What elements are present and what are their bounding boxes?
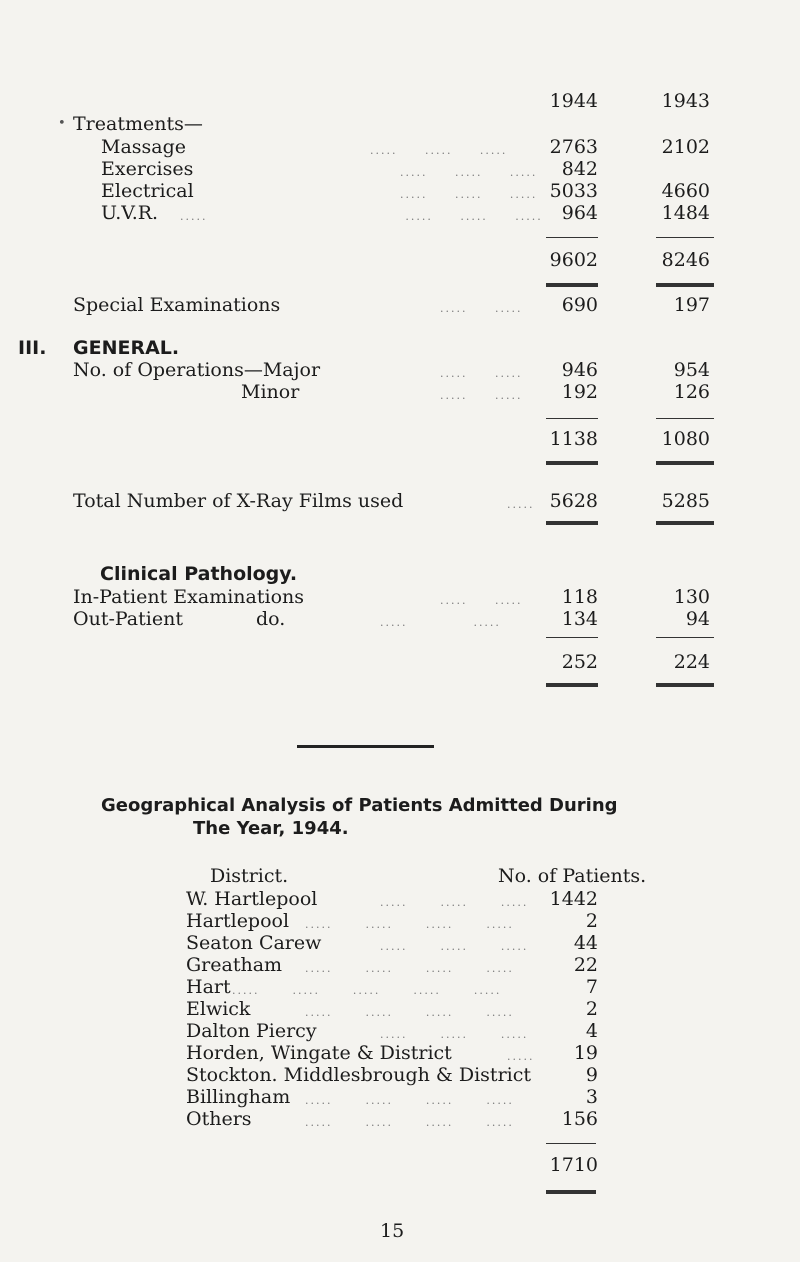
district-count: 3 (585, 1086, 598, 1108)
double-rule (546, 283, 598, 287)
special-examinations-label: Special Examinations (73, 294, 281, 316)
sum-rule (546, 418, 598, 419)
sum-rule (546, 237, 598, 238)
leader-dots: ..... (507, 498, 535, 511)
inpatient-1944: 118 (561, 586, 598, 608)
district-name: Stockton. Middlesbrough & District (186, 1064, 532, 1086)
operations-minor-1943: 126 (673, 381, 710, 403)
leader-dots: ..... ..... ..... (370, 144, 508, 157)
district-count: 19 (573, 1042, 598, 1064)
row-label-uvr: U.V.R. (101, 202, 159, 224)
double-rule (656, 521, 714, 525)
leader-dots: ..... ..... ..... (380, 940, 529, 953)
double-rule (546, 1190, 596, 1194)
special-1943: 197 (673, 294, 710, 316)
treatments-total-1944: 9602 (549, 249, 598, 271)
row-label-exercises: Exercises (101, 158, 194, 180)
sum-rule (546, 1143, 596, 1144)
district-name: Horden, Wingate & District (186, 1042, 452, 1064)
massage-1944: 2763 (549, 136, 598, 158)
inpatient-1943: 130 (673, 586, 710, 608)
electrical-1944: 5033 (549, 180, 598, 202)
double-rule (546, 461, 598, 465)
operations-major-1944: 946 (561, 359, 598, 381)
leader-dots: ..... ..... ..... ..... (305, 1094, 514, 1107)
leader-dots: ..... ..... (440, 389, 523, 402)
outpatient-ditto: do. (256, 608, 286, 630)
leader-dots: ..... ..... ..... (400, 166, 538, 179)
double-rule (656, 283, 714, 287)
outpatient-1944: 134 (561, 608, 598, 630)
clinical-pathology-heading: Clinical Pathology. (100, 563, 298, 585)
leader-dots: ..... ..... ..... ..... (305, 918, 514, 931)
electrical-1943: 4660 (661, 180, 710, 202)
sum-rule (656, 637, 714, 638)
row-label-electrical: Electrical (101, 180, 194, 202)
section-numeral: III. (18, 337, 47, 359)
operations-total-1943: 1080 (661, 428, 710, 450)
leader-dots: ..... ..... ..... ..... (305, 962, 514, 975)
operations-major-label: No. of Operations—Major (73, 359, 321, 381)
bullet-mark: • (58, 116, 66, 131)
district-name: Billingham (186, 1086, 291, 1108)
district-count: 156 (561, 1108, 598, 1130)
district-name: Others (186, 1108, 252, 1130)
sum-rule (546, 637, 598, 638)
year-1944-header: 1944 (549, 90, 598, 112)
special-1944: 690 (561, 294, 598, 316)
operations-total-1944: 1138 (549, 428, 598, 450)
sum-rule (656, 237, 714, 238)
general-heading: GENERAL. (73, 337, 180, 359)
district-count: 2 (585, 998, 598, 1020)
district-name: Seaton Carew (186, 932, 322, 954)
district-name: Elwick (186, 998, 251, 1020)
geo-total: 1710 (549, 1154, 598, 1176)
district-count: 4 (585, 1020, 598, 1042)
massage-1943: 2102 (661, 136, 710, 158)
geo-title-line2: The Year, 1944. (193, 818, 349, 839)
leader-dots: ..... (507, 1050, 535, 1063)
uvr-1944: 964 (561, 202, 598, 224)
district-name: Hart (186, 976, 231, 998)
inpatient-label: In-Patient Examinations (73, 586, 304, 608)
leader-dots: ..... ..... ..... (380, 896, 529, 909)
double-rule (546, 521, 598, 525)
operations-minor-1944: 192 (561, 381, 598, 403)
leader-dots: ..... ..... ..... ..... ..... (232, 984, 502, 997)
col-header-count: No. of Patients. (498, 865, 647, 887)
double-rule (546, 683, 598, 687)
leader-dots: ..... ..... ..... ..... (305, 1006, 514, 1019)
pathology-total-1943: 224 (673, 651, 710, 673)
outpatient-label: Out-Patient (73, 608, 183, 630)
xray-films-1944: 5628 (549, 490, 598, 512)
year-1943-header: 1943 (661, 90, 710, 112)
section-separator (297, 745, 434, 748)
double-rule (656, 461, 714, 465)
operations-minor-label: Minor (241, 381, 300, 403)
row-label-massage: Massage (101, 136, 187, 158)
leader-dots: ..... ..... ..... ..... (305, 1116, 514, 1129)
district-name: Hartlepool (186, 910, 290, 932)
district-count: 2 (585, 910, 598, 932)
district-count: 1442 (549, 888, 598, 910)
treatments-total-1943: 8246 (661, 249, 710, 271)
outpatient-1943: 94 (685, 608, 710, 630)
pathology-total-1944: 252 (561, 651, 598, 673)
district-count: 44 (573, 932, 598, 954)
district-name: Greatham (186, 954, 283, 976)
district-name: Dalton Piercy (186, 1020, 317, 1042)
district-count: 9 (585, 1064, 598, 1086)
leader-dots: ..... ..... (440, 594, 523, 607)
xray-films-label: Total Number of X-Ray Films used (73, 490, 404, 512)
uvr-1943: 1484 (661, 202, 710, 224)
xray-films-1943: 5285 (661, 490, 710, 512)
district-name: W. Hartlepool (186, 888, 318, 910)
sum-rule (656, 418, 714, 419)
leader-dots: ..... ..... (380, 616, 501, 629)
leader-dots: ..... ..... ..... (380, 1028, 529, 1041)
exercises-1944: 842 (561, 158, 598, 180)
leader-dots: ..... ..... ..... (400, 188, 538, 201)
geo-title-line1: Geographical Analysis of Patients Admitted During (101, 795, 618, 816)
treatments-heading: Treatments— (73, 113, 203, 135)
operations-major-1943: 954 (673, 359, 710, 381)
col-header-district: District. (210, 865, 289, 887)
leader-dots: ..... ..... (440, 367, 523, 380)
leader-dots: ..... ..... (440, 302, 523, 315)
district-count: 7 (585, 976, 598, 998)
double-rule (656, 683, 714, 687)
leader-dots: ..... ..... ..... ..... (180, 210, 543, 223)
district-count: 22 (573, 954, 598, 976)
page-number: 15 (380, 1220, 405, 1242)
